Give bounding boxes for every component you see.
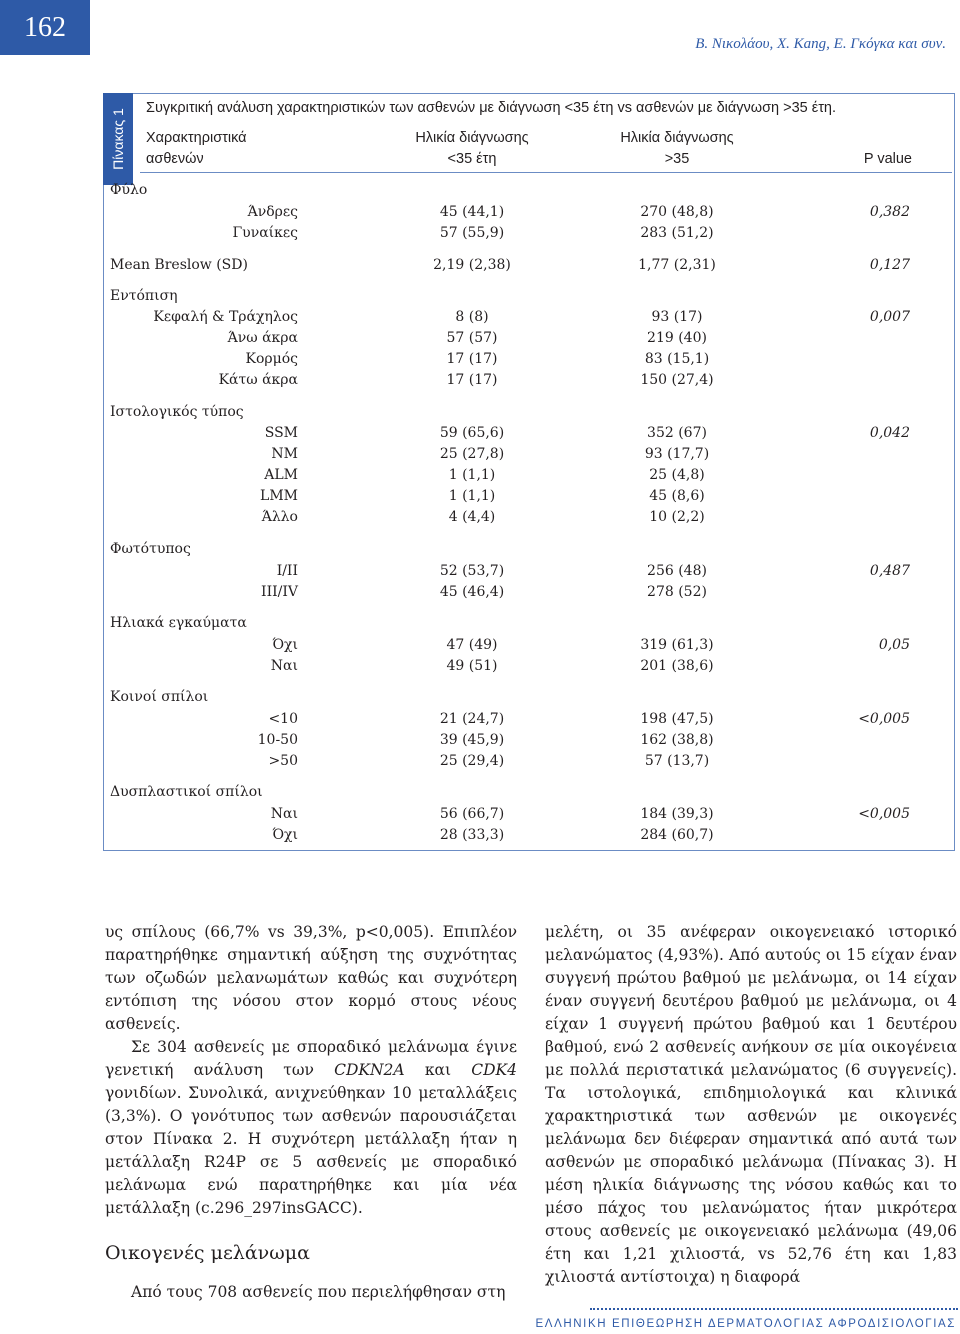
- cell-value-old: 256 (48): [647, 563, 707, 579]
- row-label: ALM: [264, 467, 298, 483]
- paragraph-family-intro: Από τους 708 ασθενείς που περιελήφθησαν στη: [131, 1283, 506, 1301]
- cell-p-value: 0,042: [869, 425, 910, 441]
- cell-value-young: 17 (17): [446, 372, 498, 388]
- row-label: Άλλο: [261, 509, 298, 525]
- section-heading: Οικογενές μελάνωμα: [105, 1242, 310, 1264]
- group-heading: Κοινοί σπίλοι: [110, 689, 209, 705]
- row-label: Κορμός: [245, 351, 298, 367]
- paragraph-continuation: υς σπίλους (66,7% vs 39,3%, p<0,005). Επιπλέον παρατηρήθηκε σημαντική αύξηση της συχνότητας των οζωδών μελανωμάτων καθώς και συχνότερη εντόπιση της νόσου στον κορμό στους νέους ασθενείς.: [105, 923, 517, 1033]
- cell-value-old: 150 (27,4): [640, 372, 714, 388]
- cell-p-value: 0,127: [869, 257, 910, 273]
- text-run: γονιδίων. Συνολικά, ανιχνεύθηκαν 10 μεταλλάξεις (3,3%). Ο γονότυπος των ασθενών παρουσιάζεται στον Πίνακα 2. Η συχνότερη μετάλλαξη ήταν η μετάλλαξη R24P σε 5 ασθενείς με σποραδικό μελάνωμα ενώ παρατηρήθηκε και μία νέα μετάλλαξη (c.296_297insGACC).: [105, 1084, 517, 1217]
- cell-value-young: 59 (65,6): [439, 425, 505, 441]
- row-label: Ναι: [270, 658, 298, 674]
- cell-value-young: 2,19 (2,38): [433, 257, 511, 273]
- row-label: Όχι: [272, 637, 298, 653]
- journal-name-footer: ΕΛΛΗΝΙΚΗ ΕΠΙΘΕΩΡΗΣΗ ΔΕΡΜΑΤΟΛΟΓΙΑΣ ΑΦΡΟΔΙΣΙΟΛΟΓΙΑΣ: [535, 1318, 956, 1330]
- cell-value-old: 93 (17,7): [644, 446, 710, 462]
- cell-value-old: 270 (48,8): [640, 204, 714, 220]
- text-run: και: [404, 1061, 472, 1079]
- group-heading: Ιστολογικός τύπος: [110, 404, 244, 420]
- paragraph-family-melanoma: μελέτη, οι 35 ανέφεραν οικογενειακό ιστορικό μελανώματος (4,93%). Από αυτούς οι 15 είχαν έναν συγγενή πρώτου βαθμού με μελάνωμα, οι 14 είχαν έναν συγγενή δευτέρου βαθμού με μελάνωμα, οι 4 είχαν 1 συγγενή πρώτου βαθμού και 1 δευτέρου βαθμού, ενώ 2 ασθενείς ανήκουν σε μία οικογένεια με πολλά περιστατικά μελανώματος (6 συγγενείς). Τα ιστολογικά, επιδημιολογικά και κλινικά χαρακτηριστικά των ασθενών με οικογενές μελάνωμα δεν διέφεραν σημαντικά από αυτά των ασθενών με σποραδικό μελάνωμα (Πίνακας 3). Η μέση ηλικία διάγνωσης της νόσου καθώς και το μέσο πάχος του μελανώματος ήταν μικρότερα στους ασθενείς με οικογενειακό μελάνωμα (49,06 έτη και 1,21 χιλιοστά, vs 52,76 έτη και 1,83 χιλιοστά αντίστοιχα) η διαφορά: [545, 923, 957, 1286]
- header-characteristics-line1: Χαρακτηριστικά: [146, 130, 247, 146]
- cell-value-old: 278 (52): [647, 584, 707, 600]
- header-age-old-line1: Ηλικία διάγνωσης: [620, 130, 734, 146]
- header-age-young-line1: Ηλικία διάγνωσης: [415, 130, 529, 146]
- cell-value-young: 45 (46,4): [439, 584, 505, 600]
- cell-value-old: 25 (4,8): [649, 467, 705, 483]
- table-tab-label: Πίνακας 1: [110, 108, 126, 170]
- cell-value-young: 45 (44,1): [439, 204, 505, 220]
- cell-value-young: 56 (66,7): [439, 806, 505, 822]
- cell-value-young: 1 (1,1): [448, 467, 496, 483]
- header-characteristics-line2: ασθενών: [146, 151, 204, 167]
- row-label: Κεφαλή & Τράχηλος: [153, 309, 298, 325]
- row-label: Κάτω άκρα: [218, 372, 298, 388]
- cell-value-old: 201 (38,6): [640, 658, 714, 674]
- cell-p-value: <0,005: [858, 711, 910, 727]
- cell-value-old: 184 (39,3): [640, 806, 714, 822]
- row-label: NM: [271, 446, 298, 462]
- cell-value-young: 25 (27,8): [439, 446, 505, 462]
- body-right-column: [545, 921, 957, 1289]
- cell-value-young: 57 (57): [446, 330, 498, 346]
- row-label: Ναι: [270, 806, 298, 822]
- cell-p-value: 0,382: [869, 204, 910, 220]
- table-caption: Συγκριτική ανάλυση χαρακτηριστικών των ασθενών με διάγνωση <35 έτη vs ασθενών με διάγνωση >35 έτη.: [146, 100, 837, 116]
- group-heading: Φύλο: [110, 182, 148, 198]
- row-label: Άνδρες: [247, 204, 298, 220]
- cell-value-young: 52 (53,7): [439, 563, 505, 579]
- cell-value-old: 83 (15,1): [644, 351, 710, 367]
- cell-value-young: 47 (49): [446, 637, 498, 653]
- cell-value-young: 39 (45,9): [439, 732, 505, 748]
- header-p-value: P value: [863, 151, 912, 167]
- group-heading: Δυσπλαστικοί σπίλοι: [110, 784, 263, 800]
- cell-value-young: 1 (1,1): [448, 488, 496, 504]
- cell-value-old: 10 (2,2): [649, 509, 705, 525]
- text-run: Σε 304 ασθενείς με σποραδικό μελάνωμα έγινε γενετική ανάλυση των: [105, 1038, 517, 1079]
- row-label: <10: [268, 711, 298, 727]
- group-heading: Φωτότυπος: [110, 541, 191, 557]
- cell-value-old: 93 (17): [651, 309, 703, 325]
- row-label: SSM: [264, 425, 298, 441]
- row-label: Γυναίκες: [232, 225, 298, 241]
- row-label: Όχι: [272, 827, 298, 843]
- cell-value-old: 198 (47,5): [640, 711, 714, 727]
- body-left-column: [105, 921, 517, 1304]
- page-number: 162: [0, 0, 90, 55]
- row-label: >50: [268, 753, 298, 769]
- row-label: 10-50: [257, 732, 298, 748]
- paragraph-genetic-analysis: [105, 1036, 517, 1220]
- cell-value-old: 57 (13,7): [644, 753, 710, 769]
- header-age-young-line2: <35 έτη: [447, 151, 497, 167]
- cell-value-young: 8 (8): [455, 309, 489, 325]
- cell-value-old: 1,77 (2,31): [638, 257, 716, 273]
- cell-value-young: 25 (29,4): [439, 753, 505, 769]
- cell-value-old: 45 (8,6): [649, 488, 705, 504]
- cell-value-old: 283 (51,2): [640, 225, 714, 241]
- cell-value-old: 352 (67): [647, 425, 707, 441]
- cell-value-old: 162 (38,8): [640, 732, 714, 748]
- group-heading: Εντόπιση: [110, 288, 178, 304]
- gene-name: CDKN2A: [334, 1061, 405, 1079]
- gene-name: CDK4: [471, 1061, 517, 1079]
- running-header-authors: Β. Νικολάου, Χ. Kang, Ε. Γκόγκα και συν.: [695, 36, 946, 52]
- cell-value-young: 57 (55,9): [439, 225, 505, 241]
- row-label: I/II: [276, 563, 298, 579]
- cell-value-young: 28 (33,3): [439, 827, 505, 843]
- cell-value-old: 284 (60,7): [640, 827, 714, 843]
- cell-value-young: 4 (4,4): [448, 509, 496, 525]
- cell-value-old: 219 (40): [647, 330, 707, 346]
- cell-value-young: 21 (24,7): [439, 711, 505, 727]
- cell-p-value: 0,487: [869, 563, 910, 579]
- cell-value-young: 49 (51): [446, 658, 498, 674]
- group-heading: Ηλιακά εγκαύματα: [110, 615, 247, 631]
- cell-p-value: <0,005: [858, 806, 910, 822]
- table-tab: [103, 93, 133, 185]
- footer-dotted-rule: [590, 1308, 958, 1310]
- cell-value-old: 319 (61,3): [640, 637, 714, 653]
- cell-p-value: 0,05: [878, 637, 910, 653]
- group-heading: Mean Breslow (SD): [110, 257, 248, 273]
- row-label: LMM: [260, 488, 298, 504]
- row-label: III/IV: [261, 584, 298, 600]
- header-age-old-line2: >35: [664, 151, 690, 167]
- cell-value-young: 17 (17): [446, 351, 498, 367]
- cell-p-value: 0,007: [869, 309, 910, 325]
- row-label: Άνω άκρα: [227, 330, 298, 346]
- header-rule: [140, 172, 952, 173]
